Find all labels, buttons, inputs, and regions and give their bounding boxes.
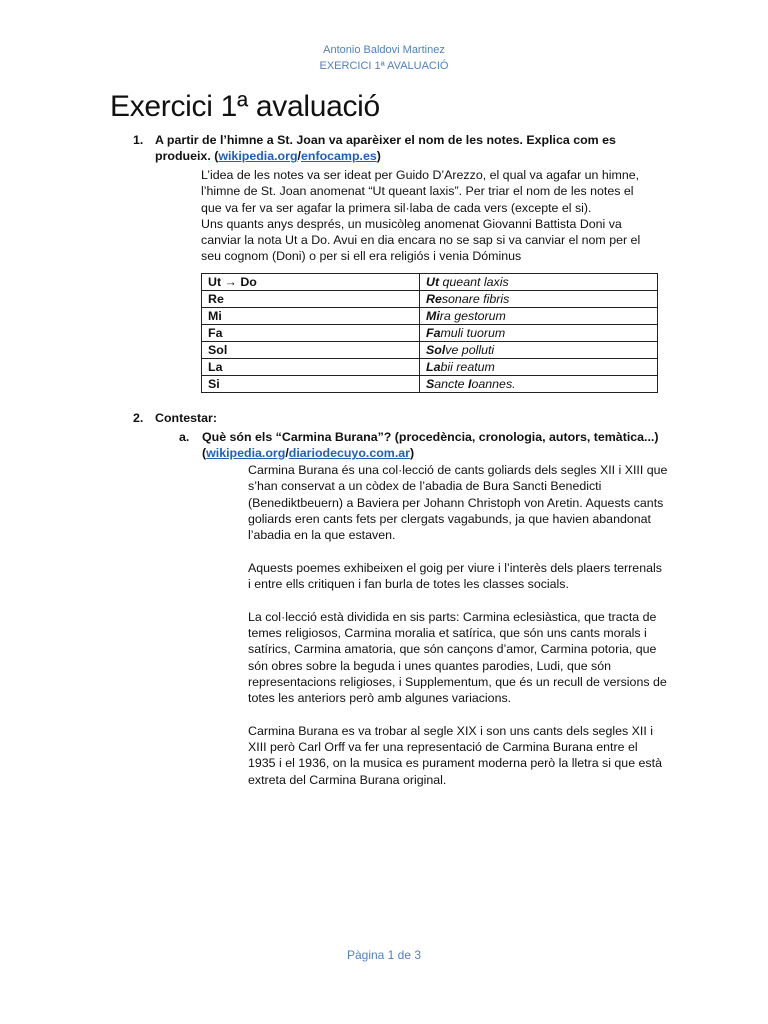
wikipedia-link-1[interactable]: wikipedia.org xyxy=(218,149,298,164)
table-row xyxy=(202,342,658,359)
page-footer: Pàgina 1 de 3 xyxy=(346,948,422,962)
answer-line: L’idea de les notes va ser ideat per Guido D’Arezzo, el qual va agafar un himne, xyxy=(201,168,640,182)
paren-close: ) xyxy=(376,149,381,164)
hymn-verse xyxy=(420,359,658,376)
answer-paragraph: Carmina Burana es va trobar al segle XIX i son uns cants dels segles XII i XIII però Carl Orff va fer una representació de Carmina Burana entre el 1935 i el 1936, on la musica es purament moderna però la lletra si que està extreta del Carmina Burana original. xyxy=(248,723,662,787)
wikipedia-link-2[interactable]: wikipedia.org xyxy=(206,446,286,461)
hymn-verse xyxy=(420,325,658,342)
question-2a-text xyxy=(202,429,672,462)
note-name: Si xyxy=(202,376,420,393)
hymn-verse xyxy=(420,308,658,325)
note-name: Sol xyxy=(202,342,420,359)
note-name: Fa xyxy=(202,325,420,342)
page-header xyxy=(0,42,768,74)
diariodecuyo-link[interactable]: diariodecuyo.com.ar xyxy=(288,446,410,461)
table-row xyxy=(202,291,658,308)
hymn-verse xyxy=(420,342,658,359)
note-name: Ut → Do xyxy=(202,274,420,291)
question-2a-prompt: Què són els “Carmina Burana”? (procedència, cronologia, autors, temàtica...) ( xyxy=(202,430,659,461)
hymn-verse xyxy=(420,291,658,308)
header-author: Antonio Baldovi Martinez xyxy=(323,44,445,56)
note-name: Re xyxy=(202,291,420,308)
verse-syllable: Sol xyxy=(426,343,446,357)
table-row xyxy=(202,274,658,291)
verse-mid: ancte xyxy=(434,377,469,391)
table-row xyxy=(202,325,658,342)
question-1-prompt: A partir de l’himne a St. Joan va aparèixer el nom de les notes. Explica com es produeix. ( xyxy=(155,133,616,164)
question-2-text: Contestar: xyxy=(155,411,217,425)
table-row xyxy=(202,376,658,393)
answer-line: l’himne de St. Joan anomenat “Ut queant laxis”. Per triar el nom de les notes el xyxy=(201,184,634,199)
verse-rest: ra gestorum xyxy=(439,309,506,323)
enfocamp-link[interactable]: enfocamp.es xyxy=(300,149,377,164)
note-name: La xyxy=(202,359,420,376)
paren-close: ) xyxy=(409,446,415,461)
verse-syllable: Re xyxy=(426,292,442,306)
answer-paragraph: Carmina Burana és una col·lecció de cants goliards dels segles XII i XIII que s’han conservat a un còdex de l’abadia de Bura Sancti Benedicti (Benediktbeuern) a Baviera per Johann Christoph von Aretin. Aquests cants goliards eren cants fets per clergats vagabunds, ja que havien abandonat l’abadia en la que estaven. xyxy=(248,463,668,543)
verse-syllable: Fa xyxy=(426,326,441,340)
answer-line: Uns quants anys després, un musicòleg anomenat Giovanni Battista Doni va xyxy=(201,216,622,231)
verse-rest: queant laxis xyxy=(439,275,509,289)
link-separator: / xyxy=(285,446,289,461)
question-2-number: 2. xyxy=(133,411,144,425)
table-row xyxy=(202,308,658,325)
question-1-text xyxy=(155,132,655,165)
hymn-verse xyxy=(420,376,658,393)
question-1-answer xyxy=(201,167,661,265)
note-name: Mi xyxy=(202,308,420,325)
question-2a-answer xyxy=(248,462,668,804)
verse-syllable: I xyxy=(468,377,472,391)
document-title: Exercici 1ª avaluació xyxy=(110,90,380,123)
verse-rest: sonare fibris xyxy=(441,292,510,306)
question-2a-letter: a. xyxy=(179,430,190,444)
verse-syllable: Mi xyxy=(426,309,440,323)
table-row xyxy=(202,359,658,376)
header-subtitle: EXERCICI 1ª AVALUACIÓ xyxy=(319,60,449,72)
verse-syllable: S xyxy=(426,377,435,391)
link-separator: / xyxy=(297,149,301,164)
verse-syllable: Ut xyxy=(426,275,440,289)
hymn-verse xyxy=(420,274,658,291)
answer-paragraph: La col·lecció està dividida en sis parts: Carmina eclesiàstica, que tracta de temes religiosos, Carmina moralia et satírica, que són uns cants morals i satírics, Carmina amatoria, que són cançons d’amor, Carmina potoria, que són obres sobre la beguda i unes quantes parodies, Ludi, que són representacions religioses, i Supplementum, que és un recull de versions de totes les anteriors però amb algunes variacions. xyxy=(248,609,667,706)
answer-paragraph: Aquests poemes exhibeixen el goig per viure i l’interès dels plaers terrenals i entre ells critiquen i fan burla de totes les classes socials. xyxy=(248,560,662,592)
answer-line: canviar la nota Ut a Do. Avui en dia encara no se sap si va canviar el nom per el xyxy=(201,233,641,248)
verse-rest: bii reatum xyxy=(440,360,495,374)
answer-line: seu cognom (Doni) o per si ell era religiós i venia Dóminus xyxy=(201,249,522,264)
verse-rest: muli tuorum xyxy=(440,326,506,340)
verse-rest: oannes. xyxy=(471,377,516,391)
notes-table xyxy=(201,273,658,393)
answer-line: que va fer va ser agafar la primera sil·laba de cada vers (excepte el si). xyxy=(201,200,592,215)
verse-syllable: La xyxy=(426,360,441,374)
verse-rest: ve polluti xyxy=(445,343,495,357)
question-1-number: 1. xyxy=(133,133,144,147)
